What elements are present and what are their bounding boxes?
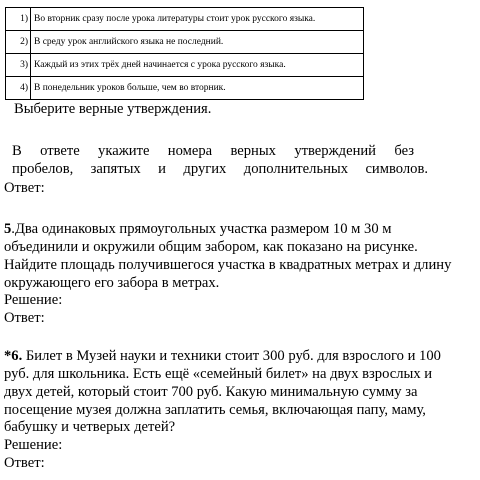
statement-number: 3) xyxy=(6,54,31,77)
statement-text: В понедельник уроков больше, чем во вторник. xyxy=(31,77,364,100)
statement-row xyxy=(6,54,364,77)
task6-line-2: руб. для школьника. Есть ещё «семейный билет» на двух взрослых и xyxy=(4,366,433,382)
statement-number: 4) xyxy=(6,77,31,100)
task6-text-1: Билет в Музей науки и техники стоит 300 руб. для взрослого и 100 xyxy=(22,348,441,364)
task5-line-2: объединили и окружили общим забором, как показано на рисунке. xyxy=(4,239,418,255)
statement-row xyxy=(6,77,364,100)
instruction-line-1: В ответе укажите номера верных утверждений без xyxy=(12,143,414,159)
task5-line-3: Найдите площадь получившегося участка в квадратных метрах и длину xyxy=(4,257,452,273)
task6-line-5: бабушку и четверых детей? xyxy=(4,419,176,435)
answer-label-4: Ответ: xyxy=(4,180,45,196)
task6-line-3: двух детей, который стоит 700 руб. Какую минимальную сумму за xyxy=(4,384,418,400)
statements-table xyxy=(5,7,364,100)
task6-line-4: посещение музея должна заплатить семья, включающая папу, маму, xyxy=(4,402,426,418)
statement-text: В среду урок английского языка не последний. xyxy=(31,31,364,54)
statement-number: 2) xyxy=(6,31,31,54)
choose-instruction: Выберите верные утверждения. xyxy=(14,101,212,117)
task5-solution-label: Решение: xyxy=(4,292,63,308)
statement-row xyxy=(6,8,364,31)
statement-row xyxy=(6,31,364,54)
task5-line-4: окружающего его забора в метрах. xyxy=(4,275,220,291)
task6-answer-label: Ответ: xyxy=(4,455,45,471)
task5-number: 5 xyxy=(4,221,12,237)
task5-line-1 xyxy=(4,221,392,238)
task6-line-1 xyxy=(4,348,441,365)
statement-text: Каждый из этих трёх дней начинается с урока русского языка. xyxy=(31,54,364,77)
task6-solution-label: Решение: xyxy=(4,437,63,453)
statement-number: 1) xyxy=(6,8,31,31)
statement-text: Во вторник сразу после урока литературы стоит урок русского языка. xyxy=(31,8,364,31)
task6-number: *6. xyxy=(4,348,23,364)
instruction-line-2: пробелов, запятых и других дополнительных символов. xyxy=(12,161,428,177)
task5-text-1: .Два одинаковых прямоугольных участка размером 10 м 30 м xyxy=(11,221,392,237)
task5-answer-label: Ответ: xyxy=(4,310,45,326)
